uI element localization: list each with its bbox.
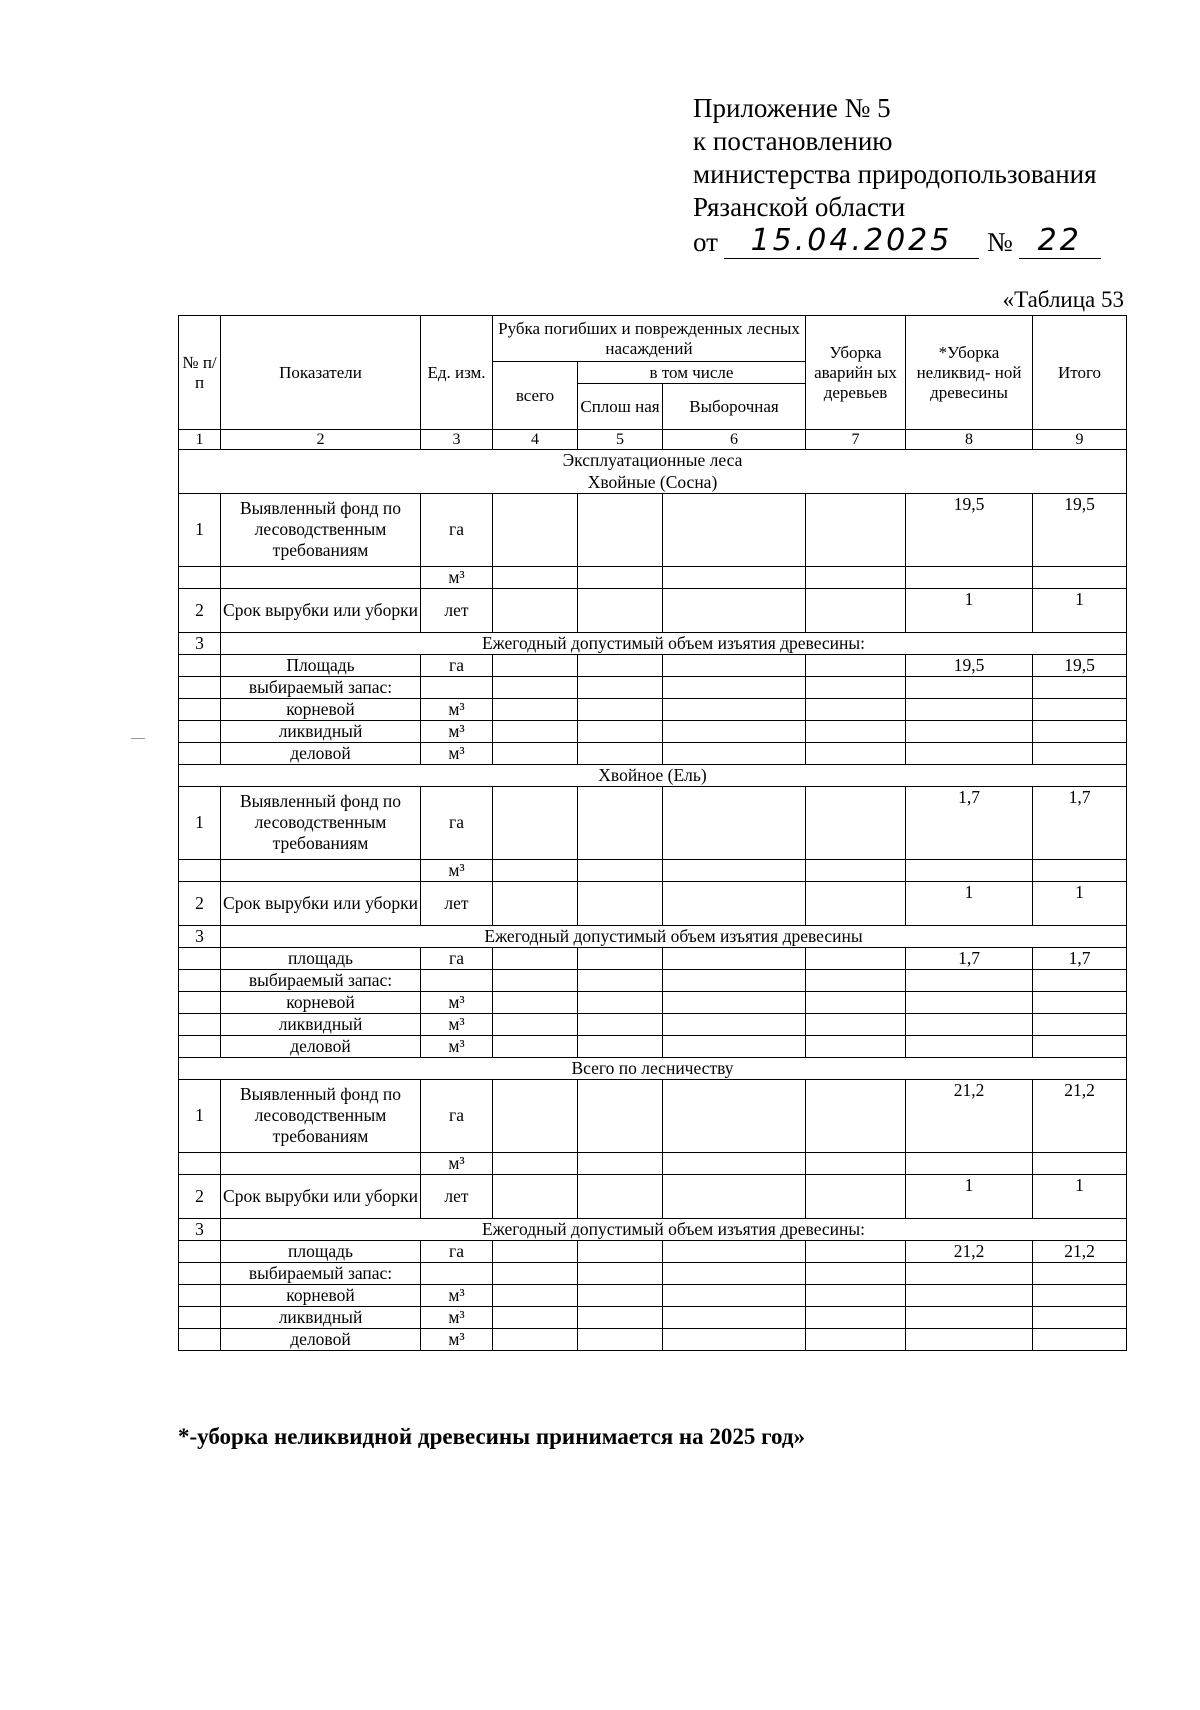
col-indicators-header: Показатели <box>221 316 421 430</box>
appendix-region: Рязанской области <box>693 192 906 222</box>
row-index: 2 <box>179 588 221 632</box>
root-stock-label: корневой <box>221 1284 421 1306</box>
unit-cell: м³ <box>421 566 493 588</box>
unit-cell: м³ <box>421 991 493 1013</box>
fund-total-value: 1,7 <box>1033 786 1127 859</box>
stock-label: выбираемый запас: <box>221 969 421 991</box>
term-illiquid-value: 1 <box>906 881 1033 925</box>
handwritten-date: 15.04.2025 <box>724 224 979 259</box>
term-total-value: 1 <box>1033 881 1127 925</box>
area-total-value: 19,5 <box>1033 654 1127 676</box>
forest-table <box>178 315 1127 1351</box>
row-index: 3 <box>179 632 221 654</box>
area-total-value: 21,2 <box>1033 1240 1127 1262</box>
row-index: 2 <box>179 1174 221 1218</box>
col-all-header: всего <box>493 362 578 430</box>
area-label: площадь <box>221 1240 421 1262</box>
unit-cell: га <box>421 947 493 969</box>
col-total-header: Итого <box>1033 316 1127 430</box>
col-number: 5 <box>578 430 663 450</box>
col-number: 6 <box>663 430 806 450</box>
row-index: 1 <box>179 1079 221 1152</box>
number-prefix: № <box>986 227 1013 257</box>
fund-label: Выявленный фонд по лесоводственным требованиям <box>221 1079 421 1152</box>
col-number: 1 <box>179 430 221 450</box>
col-illiquid-header: *Уборка неликвид- ной древесины <box>906 316 1033 430</box>
section-title: Хвойные (Сосна) <box>179 472 1127 494</box>
col-number: 7 <box>806 430 906 450</box>
annual-volume-label: Ежегодный допустимый объем изъятия древесины: <box>221 1218 1127 1240</box>
col-clear-header: Сплош ная <box>578 384 663 430</box>
unit-cell: га <box>421 493 493 566</box>
document-header <box>693 92 1173 259</box>
appendix-ministry: министерства природопользования <box>693 159 1097 189</box>
col-felling-group-header: Рубка погибших и поврежденных лесных насаждений <box>493 316 806 362</box>
column-number-row <box>179 430 1127 450</box>
annual-volume-label: Ежегодный допустимый объем изъятия древесины <box>221 925 1127 947</box>
term-label: Срок вырубки или уборки <box>221 588 421 632</box>
term-label: Срок вырубки или уборки <box>221 1174 421 1218</box>
fund-illiquid-value: 1,7 <box>906 786 1033 859</box>
row-index: 2 <box>179 881 221 925</box>
unit-cell: м³ <box>421 698 493 720</box>
business-stock-label: деловой <box>221 1328 421 1350</box>
section-title: Хвойное (Ель) <box>179 764 1127 786</box>
margin-mark <box>131 738 145 739</box>
liquid-stock-label: ликвидный <box>221 720 421 742</box>
area-label: площадь <box>221 947 421 969</box>
stock-label: выбираемый запас: <box>221 1262 421 1284</box>
row-index: 3 <box>179 925 221 947</box>
term-total-value: 1 <box>1033 588 1127 632</box>
unit-cell: м³ <box>421 720 493 742</box>
row-index: 1 <box>179 786 221 859</box>
unit-cell: м³ <box>421 1306 493 1328</box>
unit-cell: лет <box>421 881 493 925</box>
appendix-title: Приложение № 5 <box>693 93 891 123</box>
unit-cell: га <box>421 1240 493 1262</box>
row-index: 1 <box>179 493 221 566</box>
col-unit-header: Ед. изм. <box>421 316 493 430</box>
col-emergency-header: Уборка аварийн ых деревьев <box>806 316 906 430</box>
col-number: 2 <box>221 430 421 450</box>
term-illiquid-value: 1 <box>906 1174 1033 1218</box>
area-illiquid-value: 1,7 <box>906 947 1033 969</box>
date-number-line <box>693 224 1173 259</box>
area-label: Площадь <box>221 654 421 676</box>
unit-cell: м³ <box>421 1152 493 1174</box>
col-selective-header: Выборочная <box>663 384 806 430</box>
unit-cell: м³ <box>421 742 493 764</box>
row-index: 3 <box>179 1218 221 1240</box>
unit-cell: га <box>421 654 493 676</box>
col-number: 9 <box>1033 430 1127 450</box>
business-stock-label: деловой <box>221 742 421 764</box>
unit-cell: га <box>421 786 493 859</box>
unit-cell: лет <box>421 588 493 632</box>
footnote: *-уборка неликвидной древесины принимается на 2025 год» <box>178 1424 805 1449</box>
fund-total-value: 21,2 <box>1033 1079 1127 1152</box>
col-number: 3 <box>421 430 493 450</box>
section-title-exploitation: Эксплуатационные леса <box>179 450 1127 472</box>
appendix-to-resolution: к постановлению <box>693 126 893 156</box>
unit-cell: га <box>421 1079 493 1152</box>
unit-cell: м³ <box>421 1284 493 1306</box>
unit-cell: м³ <box>421 1328 493 1350</box>
fund-label: Выявленный фонд по лесоводственным требованиям <box>221 786 421 859</box>
fund-illiquid-value: 21,2 <box>906 1079 1033 1152</box>
fund-total-value: 19,5 <box>1033 493 1127 566</box>
term-illiquid-value: 1 <box>906 588 1033 632</box>
annual-volume-label: Ежегодный допустимый объем изъятия древесины: <box>221 632 1127 654</box>
liquid-stock-label: ликвидный <box>221 1306 421 1328</box>
col-including-header: в том числе <box>578 362 806 384</box>
col-number: 4 <box>493 430 578 450</box>
term-label: Срок вырубки или уборки <box>221 881 421 925</box>
term-total-value: 1 <box>1033 1174 1127 1218</box>
unit-cell: лет <box>421 1174 493 1218</box>
date-prefix: от <box>693 227 718 257</box>
handwritten-number: 22 <box>1019 224 1101 259</box>
area-illiquid-value: 19,5 <box>906 654 1033 676</box>
stock-label: выбираемый запас: <box>221 676 421 698</box>
fund-illiquid-value: 19,5 <box>906 493 1033 566</box>
area-total-value: 1,7 <box>1033 947 1127 969</box>
business-stock-label: деловой <box>221 1035 421 1057</box>
root-stock-label: корневой <box>221 698 421 720</box>
root-stock-label: корневой <box>221 991 421 1013</box>
unit-cell: м³ <box>421 859 493 881</box>
liquid-stock-label: ликвидный <box>221 1013 421 1035</box>
col-num-header: № п/ п <box>179 316 221 430</box>
table-caption: «Таблица 53 <box>1002 287 1124 312</box>
fund-label: Выявленный фонд по лесоводственным требованиям <box>221 493 421 566</box>
unit-cell: м³ <box>421 1035 493 1057</box>
unit-cell: м³ <box>421 1013 493 1035</box>
section-title: Всего по лесничеству <box>179 1057 1127 1079</box>
col-number: 8 <box>906 430 1033 450</box>
area-illiquid-value: 21,2 <box>906 1240 1033 1262</box>
